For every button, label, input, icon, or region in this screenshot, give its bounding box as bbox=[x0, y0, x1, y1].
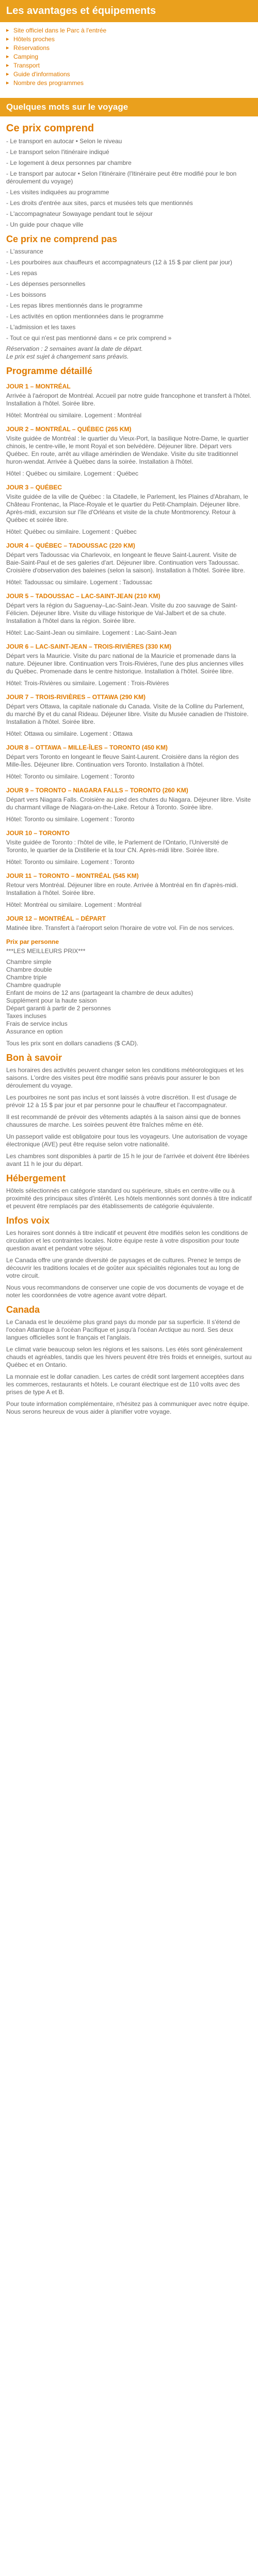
link-item[interactable]: ▸ Hôtels proches bbox=[6, 36, 55, 43]
canada-para: La monnaie est le dollar canadien. Les cartes de crédit sont largement acceptées dans les commerces, restaurants et hôtels. Le courant électrique est de 110 volts avec des prises de type A et B. bbox=[6, 1373, 244, 1396]
price-item: Taxes incluses bbox=[6, 1012, 47, 1020]
day-text: Matinée libre. Transfert à l'aéroport selon l'horaire de votre vol. Fin de nos services. bbox=[6, 924, 235, 931]
price-item: Chambre quadruple bbox=[6, 981, 61, 989]
canada-paras bbox=[6, 1318, 252, 1416]
day-stay: Hôtel: Toronto ou similaire. Logement : Toronto bbox=[6, 858, 135, 866]
not-included-line: - Tout ce qui n'est pas mentionné dans « ce prix comprend » bbox=[6, 334, 172, 342]
included-line: - Le transport en autocar • Selon le niveau bbox=[6, 138, 122, 145]
day-title: JOUR 2 – MONTRÉAL – QUÉBEC (265 KM) bbox=[6, 426, 132, 433]
canada-title: Canada bbox=[6, 1304, 40, 1315]
arrow-right-icon: ▸ bbox=[6, 80, 9, 86]
good-to-know-title: Bon à savoir bbox=[6, 1053, 62, 1063]
arrow-right-icon: ▸ bbox=[6, 54, 9, 60]
day-text: Visite guidée de Toronto : l'hôtel de ville, le Parlement de l'Ontario, l'Université de Toronto, le quartier de la Distillerie et la tour CN. Après-midi libre. Soirée libre. bbox=[6, 839, 229, 854]
goodtoknow-para: Un passeport valide est obligatoire pour tous les voyageurs. Une autorisation de voyage électronique (AVE) peut être requise selon votre nationalité. bbox=[6, 1133, 248, 1148]
not-included-title: Ce prix ne comprend pas bbox=[6, 234, 118, 244]
day-title: JOUR 8 – OTTAWA – MILLE-ÎLES – TORONTO (450 KM) bbox=[6, 744, 168, 751]
day-stay: Hôtel: Lac-Saint-Jean ou similaire. Logement : Lac-Saint-Jean bbox=[6, 629, 177, 636]
day-stay: Hôtel: Tadoussac ou similaire. Logement : Tadoussac bbox=[6, 579, 153, 586]
day-title: JOUR 7 – TROIS-RIVIÈRES – OTTAWA (290 KM) bbox=[6, 693, 146, 701]
link-item[interactable]: ▸ Site officiel dans le Parc à l'entrée bbox=[6, 27, 107, 34]
lodging-title: Hébergement bbox=[6, 1173, 66, 1183]
italic-note: Réservation : 2 semaines avant la date de départ. bbox=[6, 345, 143, 352]
canada-para: Le Canada est le deuxième plus grand pays du monde par sa superficie. Il s'étend de l'océan Atlantique à l'océan Pacifique et jusqu'à l'océan Arctique au nord. Ses deux langues officielles sont le français et l'anglais. bbox=[6, 1318, 240, 1341]
day-text: Départ vers Ottawa, la capitale nationale du Canada. Visite de la Colline du Parlement, du marché By et du canal Rideau. Déjeuner libre. Visite du Musée canadien de l'histoire. Installation à l'hôtel. Soirée libre. bbox=[6, 703, 249, 725]
links-list bbox=[6, 26, 252, 88]
price-item: Départ garanti à partir de 2 personnes bbox=[6, 1005, 111, 1012]
link-item[interactable]: ▸ Guide d'informations bbox=[6, 71, 70, 78]
main-content bbox=[0, 116, 258, 1427]
canada-para: Pour toute information complémentaire, n'hésitez pas à communiquer avec notre équipe. Nous serons heureux de vous aider à planifier votre voyage. bbox=[6, 1400, 250, 1415]
day-stay: Hôtel: Trois-Rivières ou similaire. Logement : Trois-Rivières bbox=[6, 680, 169, 687]
link-item[interactable]: ▸ Camping bbox=[6, 53, 39, 60]
goodtoknow-para: Les chambres sont disponibles à partir de 15 h le jour de l'arrivée et doivent être libérées avant 11 h le jour du départ. bbox=[6, 1153, 250, 1167]
link-item[interactable]: ▸ Nombre des programmes bbox=[6, 79, 84, 87]
not-included-line: - L'admission et les taxes bbox=[6, 324, 76, 331]
program-days bbox=[6, 383, 252, 932]
price-item: Frais de service inclus bbox=[6, 1020, 68, 1027]
top-bar-title: Les avantages et équipements bbox=[0, 0, 258, 22]
arrow-right-icon: ▸ bbox=[6, 62, 9, 69]
day-text: Départ vers la Mauricie. Visite du parc national de la Mauricie et promenade dans la nature. Déjeuner libre. Continuation vers Trois-Rivières, l'une des plus anciennes villes du Québec. Promenade dans le centre historique. Installation à l'hôtel. Soirée libre. bbox=[6, 652, 244, 675]
price-item: Assurance en option bbox=[6, 1028, 63, 1035]
lodging-para: Hôtels sélectionnés en catégorie standard ou supérieure, situés en centre-ville ou à proximité des principaux sites d'intérêt. Les hôtels mentionnés sont donnés à titre indicatif et peuvent être remplacés par des établissements de catégorie équivalente. bbox=[6, 1187, 252, 1210]
links-panel bbox=[0, 22, 258, 98]
arrow-right-icon: ▸ bbox=[6, 45, 9, 51]
program-title: Programme détaillé bbox=[6, 366, 93, 376]
italic-notes bbox=[6, 345, 252, 361]
mid-bar-title: Quelques mots sur le voyage bbox=[0, 98, 258, 116]
day-stay: Hôtel: Montréal ou similaire. Logement : Montréal bbox=[6, 901, 142, 908]
day-text: Départ vers la région du Saguenay–Lac-Saint-Jean. Visite du zoo sauvage de Saint-Félicien. Déjeuner libre. Visite du village historique de Val-Jalbert et de sa chute. Installation à l'hôtel dans la région. Soirée libre. bbox=[6, 602, 238, 624]
day-text: Retour vers Montréal. Déjeuner libre en route. Arrivée à Montréal en fin d'après-midi. Installation à l'hôtel. Soirée libre. bbox=[6, 882, 238, 896]
day-title: JOUR 3 – QUÉBEC bbox=[6, 484, 62, 491]
day-stay: Hôtel: Toronto ou similaire. Logement : Toronto bbox=[6, 773, 135, 780]
price-item: Chambre double bbox=[6, 966, 52, 973]
day-stay: Hôtel: Montréal ou similaire. Logement : Montréal bbox=[6, 412, 142, 419]
arrow-right-icon: ▸ bbox=[6, 71, 9, 77]
day-text: Départ vers Tadoussac via Charlevoix, en longeant le fleuve Saint-Laurent. Visite de Baie-Saint-Paul et de ses galeries d'art. Déjeuner libre. Continuation vers Tadoussac. Croisière d'observation des baleines (selon la saison). Installation à l'hôtel. Soirée libre. bbox=[6, 551, 245, 574]
italic-note: Le prix est sujet à changement sans préavis. bbox=[6, 353, 129, 360]
day-title: JOUR 5 – TADOUSSAC – LAC-SAINT-JEAN (210 KM) bbox=[6, 592, 160, 600]
day-title: JOUR 1 – MONTRÉAL bbox=[6, 383, 71, 390]
not-included-line: - Les activités en option mentionnées dans le programme bbox=[6, 313, 164, 320]
price-item: Supplément pour la haute saison bbox=[6, 997, 97, 1004]
included-line: - Un guide pour chaque ville bbox=[6, 221, 84, 228]
day-title: JOUR 9 – TORONTO – NIAGARA FALLS – TORONTO (260 KM) bbox=[6, 787, 188, 794]
included-line: - Le logement à deux personnes par chambre bbox=[6, 159, 132, 166]
infos-paras bbox=[6, 1229, 252, 1299]
canada-para: Le climat varie beaucoup selon les régions et les saisons. Les étés sont généralement chauds et agréables, tandis que les hivers peuvent être très froids et enneigés, surtout au Québec et en Ontario. bbox=[6, 1346, 252, 1368]
day-title: JOUR 4 – QUÉBEC – TADOUSSAC (220 KM) bbox=[6, 542, 135, 549]
included-line: - Les visites indiquées au programme bbox=[6, 189, 109, 196]
day-text: Visite guidée de Montréal : le quartier du Vieux-Port, la basilique Notre-Dame, le quartier chinois, le centre-ville, le mont Royal et son belvédère. Déjeuner libre. Départ vers Québec. En route, arrêt au village amérindien de Wendake. Visite du site traditionnel huron-wendat. Arrivée à Québec dans la soirée. Installation à l'hôtel. bbox=[6, 435, 249, 465]
price-note: Tous les prix sont en dollars canadiens ($ CAD). bbox=[6, 1040, 139, 1047]
included-line: - Les droits d'entrée aux sites, parcs et musées tels que mentionnés bbox=[6, 199, 193, 207]
day-title: JOUR 11 – TORONTO – MONTRÉAL (545 KM) bbox=[6, 872, 139, 879]
day-stay: Hôtel : Québec ou similaire. Logement : Québec bbox=[6, 470, 139, 477]
day-stay: Hôtel: Toronto ou similaire. Logement : Toronto bbox=[6, 816, 135, 823]
goodtoknow-para: Les pourboires ne sont pas inclus et sont laissés à votre discrétion. Il est d'usage de prévoir 12 à 15 $ par jour et par personne pour le chauffeur et l'accompagnateur. bbox=[6, 1094, 237, 1109]
lodging-paras bbox=[6, 1187, 252, 1210]
goodtoknow-para: Les horaires des activités peuvent changer selon les conditions météorologiques et les saisons. L'ordre des visites peut être modifié sans préavis pour assurer le bon déroulement du voyage. bbox=[6, 1066, 244, 1089]
not-included-line: - Les repas bbox=[6, 269, 38, 277]
price-stars: ***LES MEILLEURS PRIX*** bbox=[6, 947, 86, 955]
price-item: Chambre simple bbox=[6, 958, 52, 965]
not-included-line: - Les pourboires aux chauffeurs et accompagnateurs (12 à 15 $ par client par jour) bbox=[6, 259, 233, 266]
infos-para: Nous vous recommandons de conserver une copie de vos documents de voyage et de noter les coordonnées de votre agence avant votre départ. bbox=[6, 1284, 244, 1299]
price-header: Prix par personne bbox=[6, 938, 59, 945]
not-included-line: - Les dépenses personnelles bbox=[6, 280, 86, 287]
infos-para: Le Canada offre une grande diversité de paysages et de cultures. Prenez le temps de découvrir les traditions locales et de goûter aux spécialités régionales tout au long de votre circuit. bbox=[6, 1257, 241, 1279]
included-list bbox=[6, 138, 252, 229]
not-included-list bbox=[6, 248, 252, 342]
link-item[interactable]: ▸ Réservations bbox=[6, 44, 50, 52]
day-text: Départ vers Toronto en longeant le fleuve Saint-Laurent. Croisière dans la région des Mille-Îles. Déjeuner libre. Continuation vers Toronto. Installation à l'hôtel. bbox=[6, 753, 239, 768]
price-list bbox=[6, 958, 252, 1036]
day-title: JOUR 6 – LAC-SAINT-JEAN – TROIS-RIVIÈRES (330 KM) bbox=[6, 643, 172, 650]
infos-title: Infos voix bbox=[6, 1215, 50, 1226]
arrow-right-icon: ▸ bbox=[6, 27, 9, 33]
not-included-line: - Les boissons bbox=[6, 291, 46, 298]
link-item[interactable]: ▸ Transport bbox=[6, 62, 40, 69]
day-text: Visite guidée de la ville de Québec : la Citadelle, le Parlement, les Plaines d'Abraham, le Château Frontenac, la Place-Royale et le quartier du Petit-Champlain. Déjeuner libre. Après-midi, excursion sur l'île d'Orléans et visite de la chute Montmorency. Retour à Québec et soirée libre. bbox=[6, 493, 249, 523]
not-included-line: - L'assurance bbox=[6, 248, 43, 255]
day-title: JOUR 10 – TORONTO bbox=[6, 829, 70, 837]
included-title: Ce prix comprend bbox=[6, 123, 94, 134]
arrow-right-icon: ▸ bbox=[6, 36, 9, 42]
day-text: Départ vers Niagara Falls. Croisière au pied des chutes du Niagara. Déjeuner libre. Visite du charmant village de Niagara-on-the-Lake. Retour à Toronto. Soirée libre. bbox=[6, 796, 251, 811]
included-line: - Le transport par autocar • Selon l'itinéraire (l'Itinéraire peut être modifié pour le bon déroulement du voyage) bbox=[6, 170, 237, 185]
included-line: - Le transport selon l'itinéraire indiqué bbox=[6, 148, 109, 156]
not-included-line: - Les repas libres mentionnés dans le programme bbox=[6, 302, 143, 309]
day-stay: Hôtel: Québec ou similaire. Logement : Québec bbox=[6, 528, 137, 535]
goodtoknow-para: Il est recommandé de prévoir des vêtements adaptés à la saison ainsi que de bonnes chaussures de marche. Les soirées peuvent être fraîches même en été. bbox=[6, 1113, 241, 1128]
good-to-know-paras bbox=[6, 1066, 252, 1168]
day-stay: Hôtel: Ottawa ou similaire. Logement : Ottawa bbox=[6, 730, 133, 737]
price-item: Enfant de moins de 12 ans (partageant la chambre de deux adultes) bbox=[6, 989, 194, 996]
day-title: JOUR 12 – MONTRÉAL – DÉPART bbox=[6, 915, 106, 922]
day-text: Arrivée à l'aéroport de Montréal. Accueil par notre guide francophone et transfert à l'hôtel. Installation à l'hôtel. Soirée libre. bbox=[6, 392, 251, 407]
infos-para: Les horaires sont donnés à titre indicatif et peuvent être modifiés selon les conditions de circulation et les contraintes locales. Notre équipe reste à votre disposition pour toute question avant et pendant votre séjour. bbox=[6, 1229, 248, 1252]
price-item: Chambre triple bbox=[6, 974, 47, 981]
included-line: - L'accompagnateur Sowayage pendant tout le séjour bbox=[6, 210, 153, 217]
